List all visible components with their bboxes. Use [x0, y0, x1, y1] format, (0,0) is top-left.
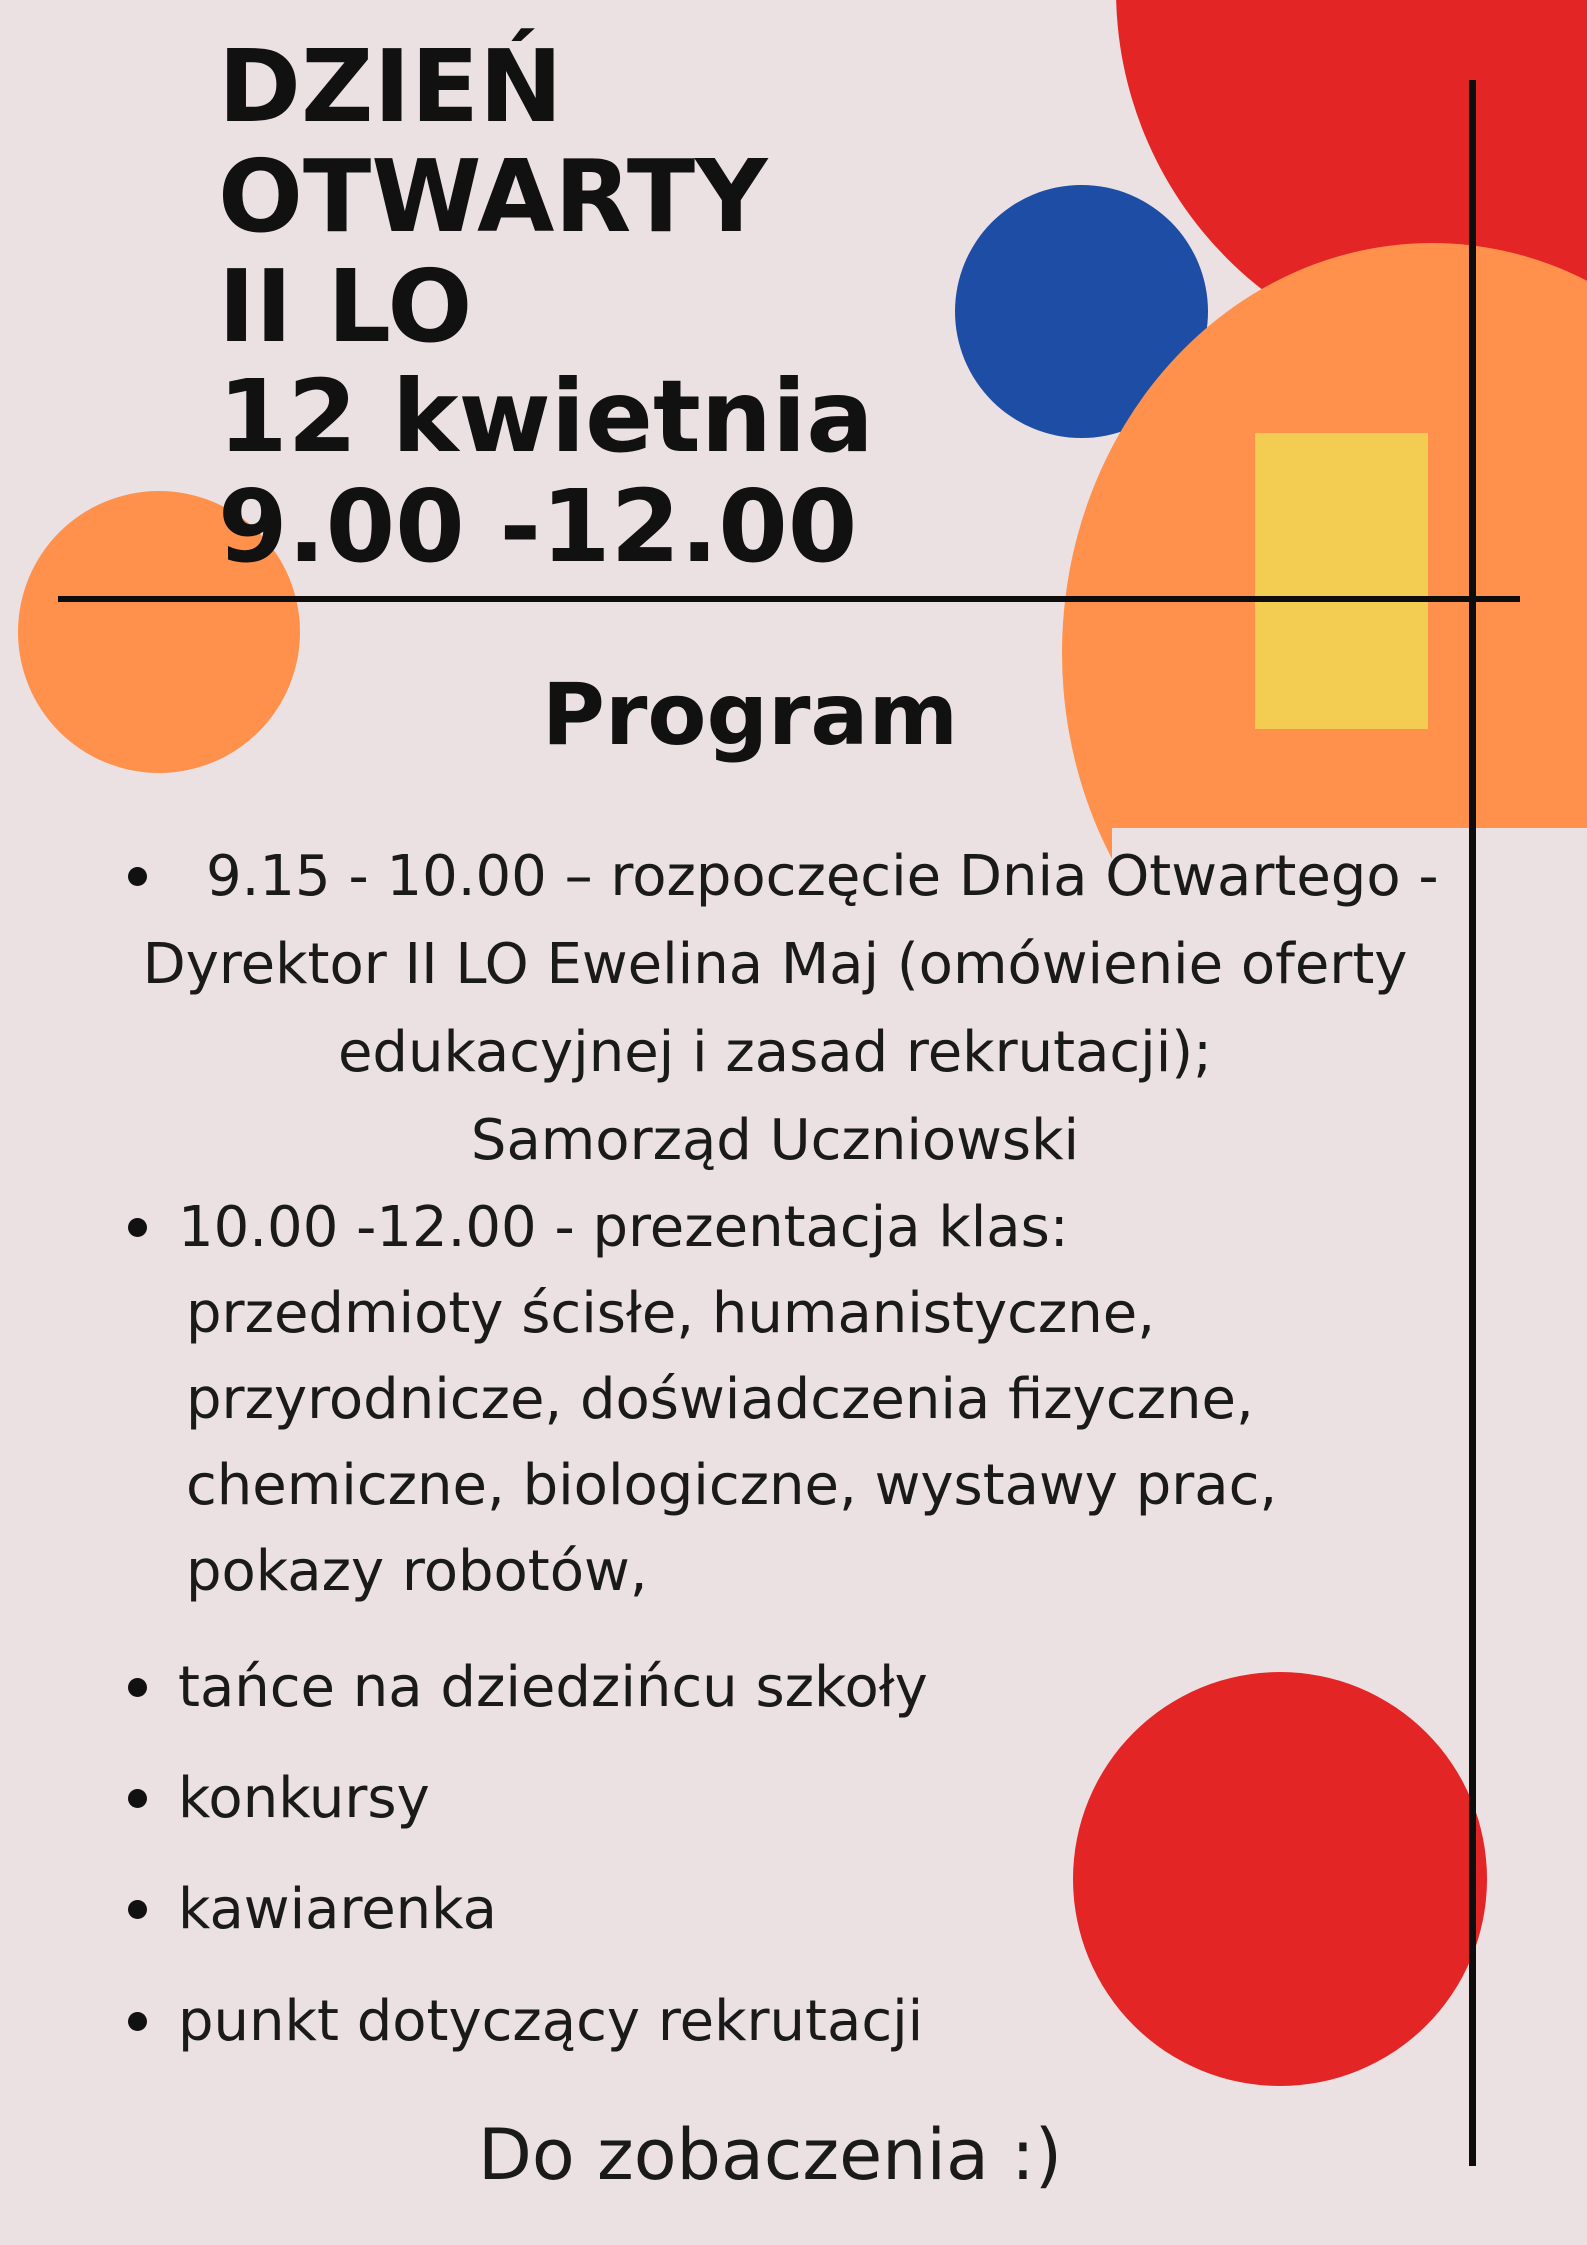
title-line-3: II LO [218, 248, 473, 365]
item-6: punkt dotyczący rekrutacji [178, 1989, 924, 2054]
item-5: kawiarenka [178, 1877, 497, 1942]
title-line-2: OTWARTY [218, 138, 768, 255]
item-1-line-2: Dyrektor II LO Ewelina Maj (omówienie oferty [142, 932, 1408, 997]
bullet-icon [128, 867, 147, 886]
item-2-line-4: chemiczne, biologiczne, wystawy prac, [186, 1453, 1278, 1518]
title-line-4: 12 kwietnia [218, 358, 874, 475]
item-2-line-2: przedmioty ścisłe, humanistyczne, [186, 1281, 1156, 1346]
horizontal-rule [58, 596, 1520, 602]
item-4: konkursy [178, 1766, 430, 1831]
item-3: tańce na dziedzińcu szkoły [178, 1655, 928, 1720]
item-2-line-5: pokazy robotów, [186, 1539, 648, 1604]
item-2-line-1: 10.00 -12.00 - prezentacja klas: [178, 1195, 1069, 1260]
bullet-icon [128, 1678, 147, 1697]
closing-text: Do zobaczenia :) [477, 2114, 1063, 2196]
item-2-line-3: przyrodnicze, doświadczenia fizyczne, [186, 1367, 1254, 1432]
item-1-line-1: 9.15 - 10.00 – rozpoczęcie Dnia Otwartego - [206, 844, 1439, 909]
title-line-5: 9.00 -12.00 [218, 468, 858, 585]
red-circle-bottom [1073, 1672, 1487, 2086]
item-1-line-4: Samorząd Uczniowski [470, 1108, 1080, 1173]
program-heading: Program [541, 665, 959, 765]
title-line-1: DZIEŃ [218, 28, 563, 145]
bullet-icon [128, 2012, 147, 2031]
bullet-icon [128, 1789, 147, 1808]
bullet-icon [128, 1900, 147, 1919]
item-1-line-3: edukacyjnej i zasad rekrutacji); [337, 1020, 1213, 1085]
bullet-icon [128, 1218, 147, 1237]
